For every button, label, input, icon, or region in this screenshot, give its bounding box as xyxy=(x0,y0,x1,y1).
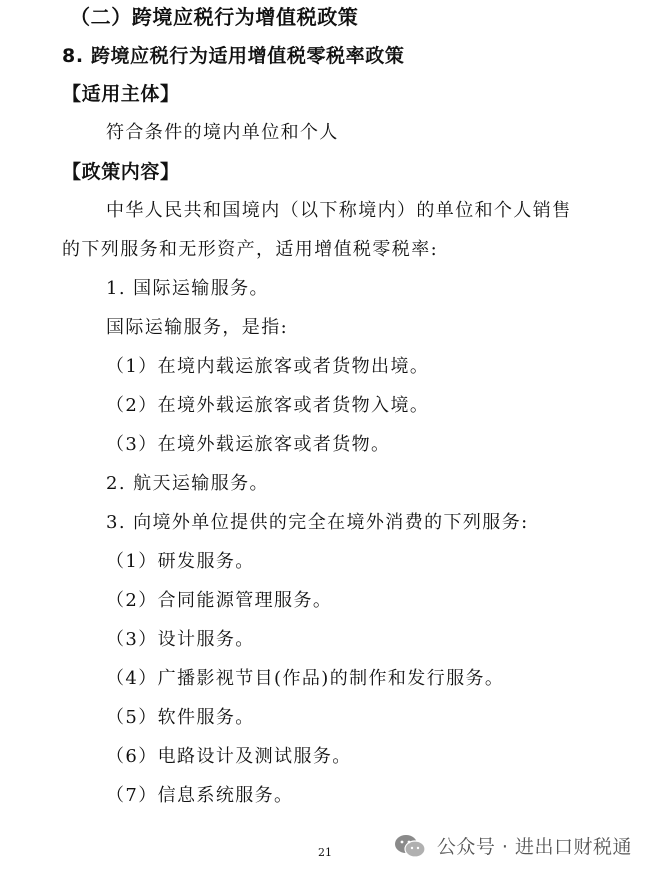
list-item: 2. 航天运输服务。 xyxy=(106,473,269,494)
page-number: 21 xyxy=(318,846,332,859)
list-item: （2）在境外载运旅客或者货物入境。 xyxy=(106,395,430,416)
list-item: 国际运输服务，是指: xyxy=(106,317,289,338)
list-item: （6）电路设计及测试服务。 xyxy=(106,746,352,767)
para-line-2: 的下列服务和无形资产，适用增值税零税率: xyxy=(62,239,439,260)
list-item: （1）研发服务。 xyxy=(106,551,255,572)
list-item: （4）广播影视节目(作品)的制作和发行服务。 xyxy=(106,668,505,689)
list-item: 3. 向境外单位提供的完全在境外消费的下列服务: xyxy=(106,512,529,533)
label-content: 【政策内容】 xyxy=(62,161,180,183)
list-item: （2）合同能源管理服务。 xyxy=(106,590,333,611)
list-item: （3）设计服务。 xyxy=(106,629,255,650)
list-item: （3）在境外载运旅客或者货物。 xyxy=(106,434,391,455)
subject-text: 符合条件的境内单位和个人 xyxy=(106,122,339,143)
watermark-text: 公众号 · 进出口财税通 xyxy=(436,836,632,858)
list-item: （5）软件服务。 xyxy=(106,707,255,728)
list-item: 1. 国际运输服务。 xyxy=(106,278,269,299)
para-line-1: 中华人民共和国境内（以下称境内）的单位和个人销售 xyxy=(106,200,572,221)
list-item: （7）信息系统服务。 xyxy=(106,785,294,806)
label-subject: 【适用主体】 xyxy=(62,83,180,105)
section-heading: （二）跨境应税行为增值税政策 xyxy=(70,5,359,29)
item-heading: 8. 跨境应税行为适用增值税零税率政策 xyxy=(62,45,405,67)
list-item: （1）在境内载运旅客或者货物出境。 xyxy=(106,356,430,377)
watermark xyxy=(393,832,632,859)
wechat-icon xyxy=(393,834,427,858)
